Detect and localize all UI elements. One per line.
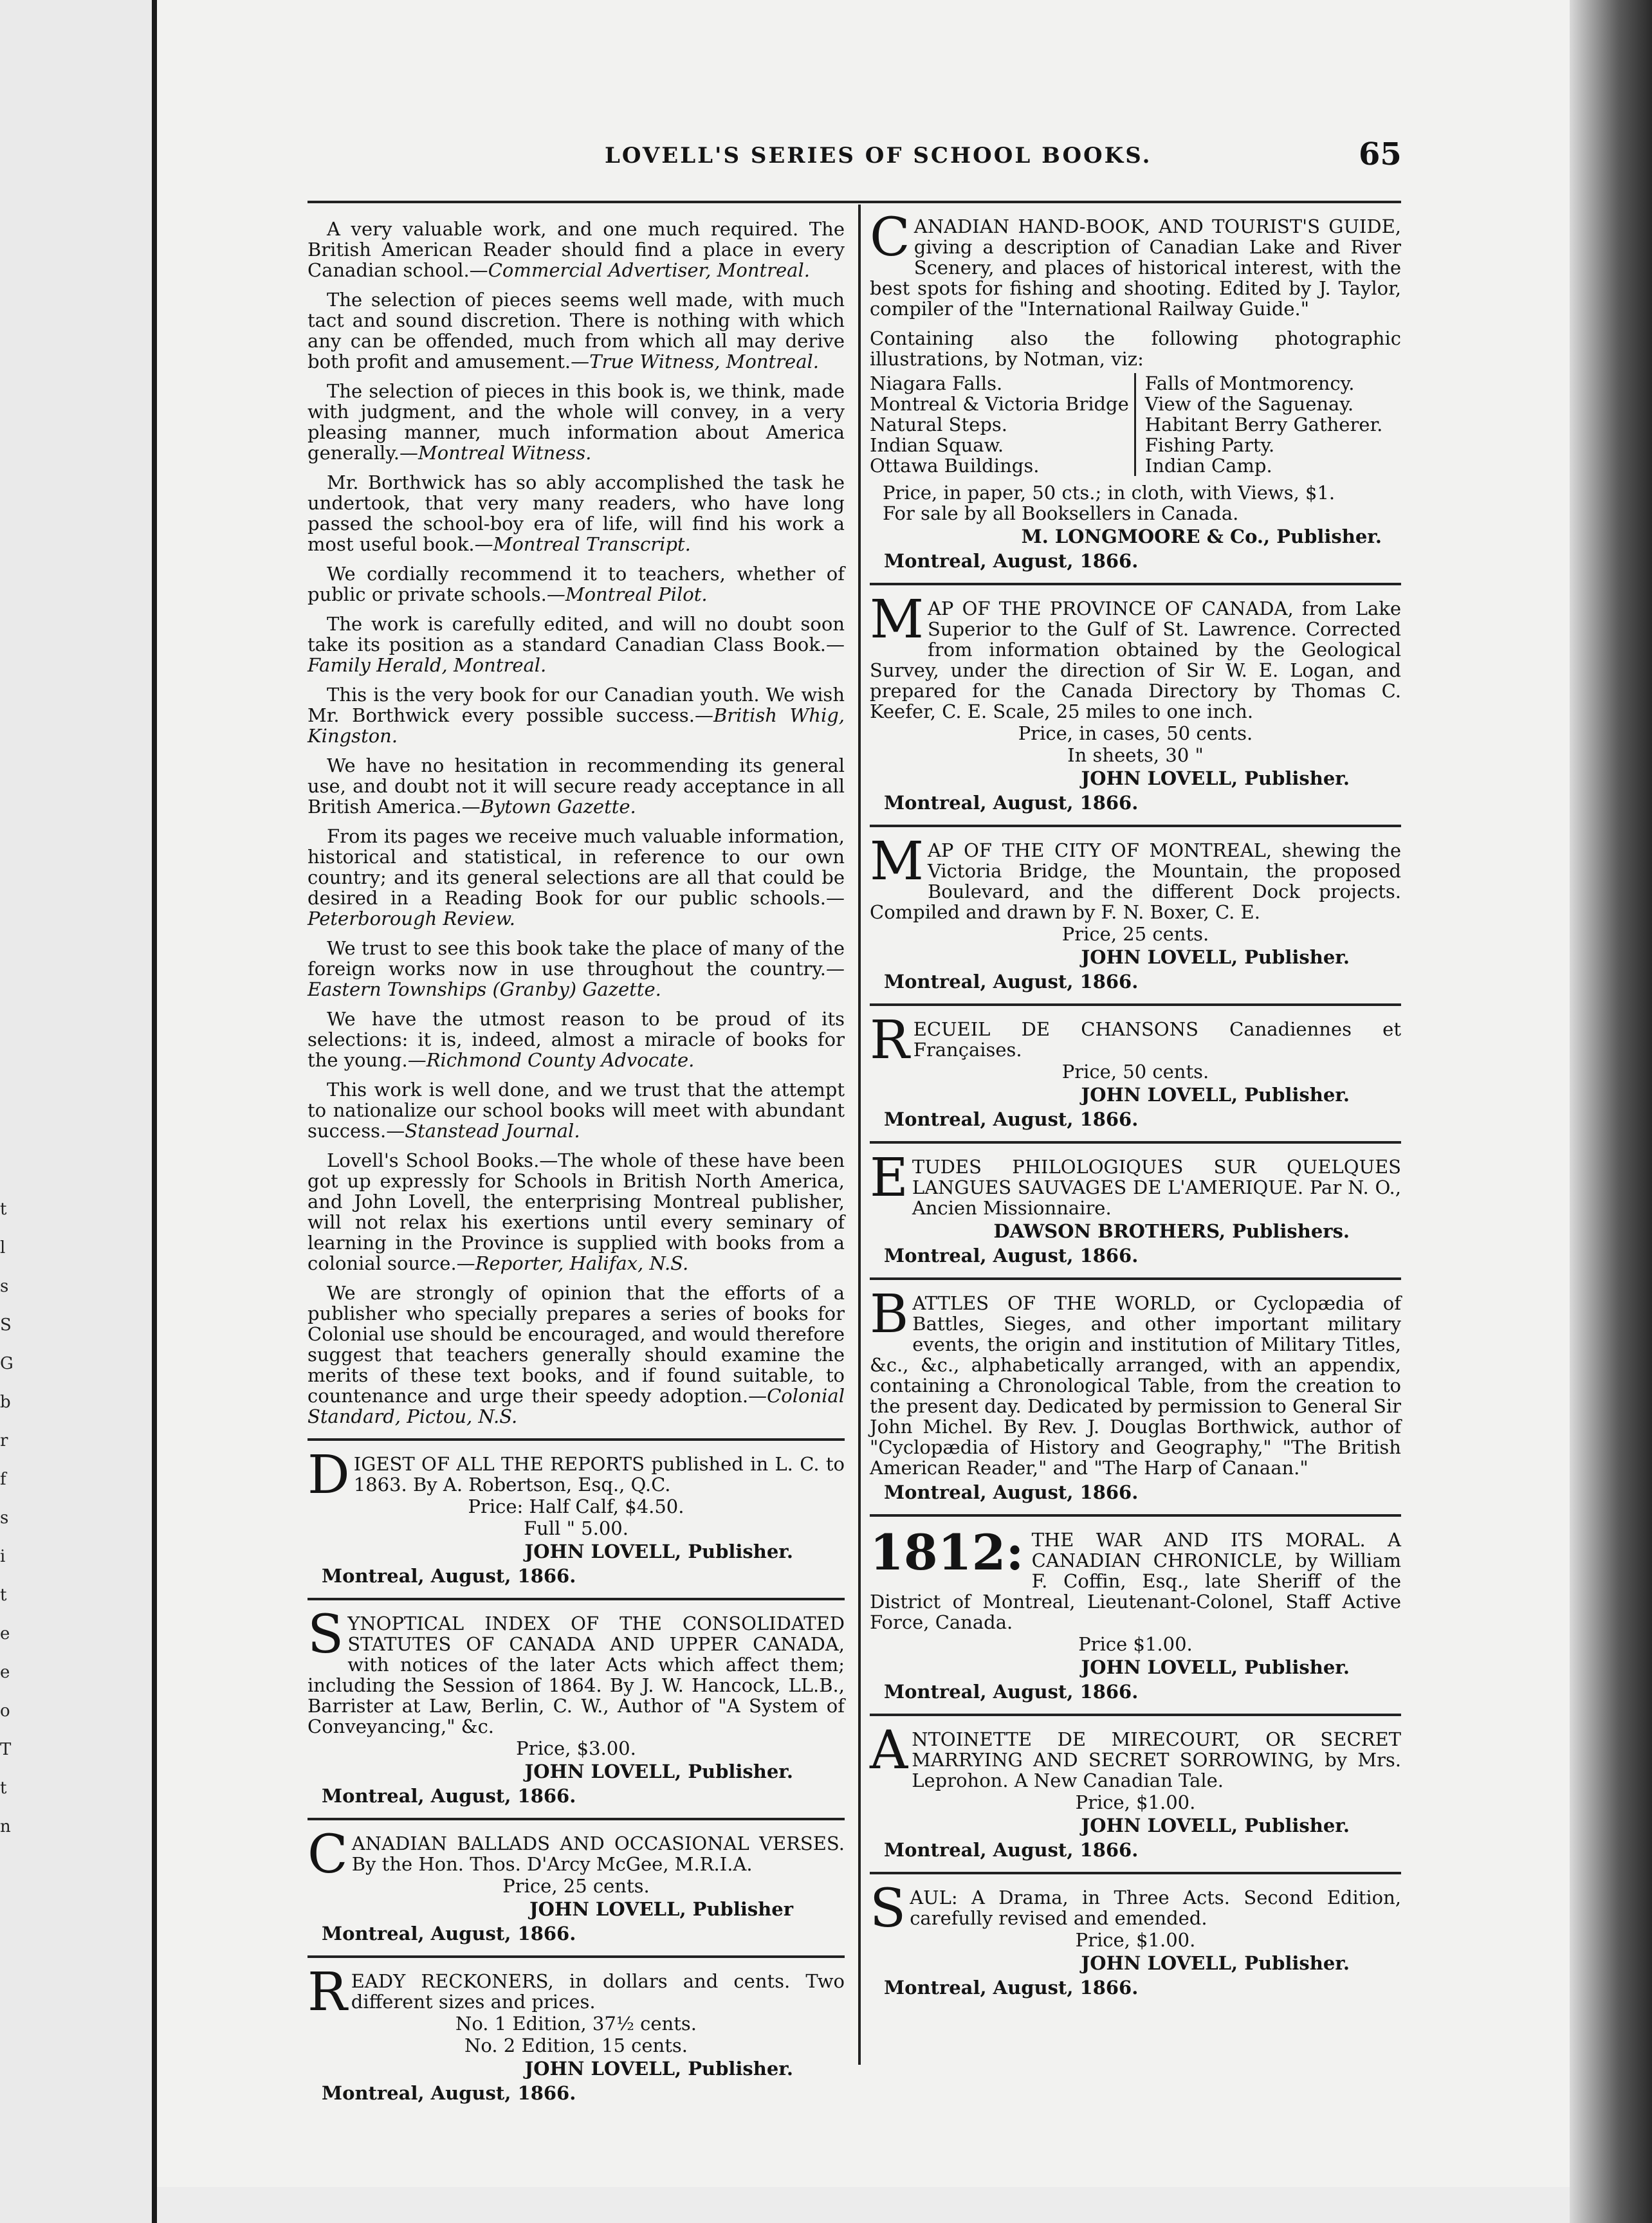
review-source: Bytown Gazette. — [480, 796, 636, 818]
photo-item: Habitant Berry Gatherer. — [1144, 414, 1383, 435]
publisher-name: JOHN LOVELL, Publisher. — [524, 1541, 793, 1562]
review-paragraph — [307, 563, 845, 605]
review-text: The selection of pieces seems well made, with much tact and sound discretion. There is nothing with which any can be offended, much from which all may derive both profit and amusement.— — [307, 289, 845, 372]
ad-date: Montreal, August, 1866. — [884, 1977, 1139, 1999]
ad-price: No. 2 Edition, 15 cents. — [464, 2035, 688, 2056]
running-header: LOVELL'S SERIES OF SCHOOL BOOKS. — [605, 143, 1152, 169]
ad-price: Price: Half Calf, $4.50. — [468, 1496, 684, 1517]
section-rule — [870, 825, 1401, 827]
ad-title-text: ATTLES OF THE WORLD, or Cyclopædia of Battles, Sieges, and other important military events, the origin and institution of Military Titles, &c., &c., alphabetically arranged, with an appendix, containing a Chronological Table, from the creation to the present day. Dedicated by permission to General Sir John Michel. By Rev. J. Douglas Borthwick, author of "Cyclopædia of History and Geography," "The British American Reader," and "The Harp of Canaan." — [870, 1292, 1401, 1479]
review-text: The work is carefully edited, and will no doubt soon take its position as a standard Canadian Class Book.— — [307, 613, 845, 655]
section-rule — [307, 1955, 845, 1958]
review-text: This is the very book for our Canadian youth. We wish Mr. Borthwick every possible success.— — [307, 684, 845, 726]
ad-publisher — [870, 1815, 1350, 1836]
review-source: —Eastern Townships (Granby) Gazette. — [307, 958, 845, 1000]
photo-item: View of the Saguenay. — [1144, 393, 1354, 415]
ad-title-text: NTOINETTE DE MIRECOURT, OR SECRET MARRYING AND SECRET SORROWING, by Mrs. Leprohon. A New Canadian Tale. — [912, 1728, 1401, 1791]
drop-cap: B — [870, 1284, 909, 1345]
book-ad — [307, 1445, 845, 1587]
ad-date: Montreal, August, 1866. — [322, 1785, 576, 1807]
review-source: Montreal Pilot. — [565, 583, 708, 605]
review-source: Reporter, Halifax, N.S. — [475, 1252, 689, 1274]
review-text: This work is well done, and we trust that the attempt to nationalize our school books will meet with abundant success.— — [307, 1079, 845, 1142]
book-ad — [870, 1284, 1401, 1503]
drop-cap: C — [870, 207, 910, 268]
review-source: Montreal Witness. — [418, 442, 592, 464]
review-text: Lovell's School Books.—The whole of these have been got up expressly for Schools in British North America, and John Lovell, the enterprising Montreal publisher, will not relax his exertions until every seminary of learning in the Province is supplied with books from a colonial source.— — [307, 1149, 845, 1274]
ad-title-text: IGEST OF ALL THE REPORTS published in L. C. to 1863. By A. Robertson, Esq., Q.C. — [353, 1453, 845, 1496]
publisher-name: JOHN LOVELL, Publisher. — [524, 2058, 793, 2080]
review-source: Commercial Advertiser, Montreal. — [488, 259, 810, 281]
left-ads-section — [307, 1445, 845, 2104]
section-rule — [870, 583, 1401, 585]
ad-price: Price $1.00. — [1078, 1633, 1193, 1655]
ad-title-text: AP OF THE PROVINCE OF CANADA, from Lake Superior to the Gulf of St. Lawrence. Corrected from information obtained by the Geological Survey, under the direction of Sir W. E. Logan, and prepared for the Canada Directory by Thomas C. Keefer, C. E. Scale, 25 miles to one inch. — [870, 598, 1401, 722]
ad-date: Montreal, August, 1866. — [322, 2082, 576, 2104]
ad-date: Montreal, August, 1866. — [884, 550, 1139, 572]
page-number: 65 — [1359, 136, 1402, 172]
right-ads-tail-section — [870, 1720, 1401, 1999]
publisher-name: JOHN LOVELL, Publisher. — [1081, 1815, 1350, 1836]
review-text: We cordially recommend it to teachers, whether of public or private schools.— — [307, 563, 845, 605]
ad-title — [870, 1720, 1401, 1791]
ad-price: Price, $1.00. — [1075, 1791, 1196, 1813]
photo-item: Indian Squaw. — [870, 434, 1004, 456]
ad-date: Montreal, August, 1866. — [884, 1481, 1139, 1503]
ad-price: Full " 5.00. — [524, 1517, 629, 1539]
ad-date: Montreal, August, 1866. — [322, 1923, 576, 1944]
section-rule — [870, 1514, 1401, 1517]
column-divider — [858, 205, 861, 2065]
review-source: British Whig, Kingston. — [307, 704, 845, 747]
handbook-ad — [870, 207, 1401, 572]
ad-publisher — [307, 2058, 793, 2079]
left-column — [307, 219, 845, 2106]
review-paragraph — [307, 826, 845, 929]
review-paragraph — [307, 938, 845, 1000]
book-ad — [307, 1824, 845, 1944]
photo-list-col-1 — [870, 373, 1136, 476]
section-rule — [307, 1438, 845, 1441]
adjacent-page-text: tlsSGbrfsiteeoTtn — [0, 1200, 14, 1836]
ad-title-text: AP OF THE CITY OF MONTREAL, shewing the Victoria Bridge, the Mountain, the proposed Boulevard, and the different Dock projects. Compiled and drawn by F. N. Boxer, C. E. — [870, 839, 1401, 923]
review-text: We are strongly of opinion that the efforts of a publisher who specially prepares a series of books for Colonial use should be encouraged, and would therefore suggest that teachers generally should examine the merits of these text books, and if found suitable, to countenance and urge their speedy adoption.— — [307, 1282, 845, 1407]
publisher-name: JOHN LOVELL, Publisher. — [1081, 1084, 1350, 1106]
ad-title — [870, 1284, 1401, 1479]
review-source: True Witness, Montreal. — [589, 351, 819, 372]
drop-cap: M — [870, 831, 924, 892]
war-ad — [870, 1524, 1401, 1703]
ad-title — [307, 1962, 845, 2023]
handbook-price: Price, in paper, 50 cts.; in cloth, with Views, $1. — [883, 482, 1335, 504]
drop-cap: M — [870, 589, 924, 650]
ad-publisher — [307, 1761, 793, 1782]
ad-title-text: ECUEIL DE CHANSONS Canadiennes et Françaises. — [913, 1018, 1401, 1061]
ad-date: Montreal, August, 1866. — [884, 1681, 1139, 1703]
ad-publisher — [870, 1084, 1350, 1105]
year-heading: 1812: — [870, 1524, 1024, 1581]
review-paragraph — [307, 1079, 845, 1141]
book-ad — [870, 1878, 1401, 1999]
review-source: Richmond County Advocate. — [426, 1049, 695, 1071]
photo-item: Fishing Party. — [1144, 434, 1275, 456]
ad-title-text: AUL: A Drama, in Three Acts. Second Edition, carefully revised and emended. — [910, 1887, 1401, 1929]
review-paragraph — [307, 219, 845, 280]
ad-date: Montreal, August, 1866. — [884, 1108, 1139, 1130]
drop-cap: E — [870, 1148, 908, 1209]
review-text: The selection of pieces in this book is, we think, made with judgment, and the whole will convey, in a very pleasing manner, much information about America generally.— — [307, 380, 845, 464]
review-text: Mr. Borthwick has so ably accomplished the task he undertook, that very many readers, who have long passed the school-boy era of life, will find his work a most useful book.— — [307, 471, 845, 555]
header-rule — [307, 201, 1401, 203]
ad-price: Price, $3.00. — [516, 1737, 636, 1759]
section-rule — [870, 1872, 1401, 1874]
ad-date: Montreal, August, 1866. — [884, 1245, 1139, 1267]
ad-title-text: ANADIAN HAND-BOOK, AND TOURIST'S GUIDE, giving a description of Canadian Lake and River Scenery, and places of historical interest, with the best spots for fishing and shooting. Edited by J. Taylor, compiler of the "International Railway Guide." — [870, 215, 1401, 320]
photo-item: Montreal & Victoria Bridge — [870, 393, 1129, 415]
ad-title — [870, 831, 1401, 923]
book-ad — [870, 1720, 1401, 1861]
photo-item: Ottawa Buildings. — [870, 455, 1040, 477]
book-ad — [870, 1148, 1401, 1267]
photo-item: Falls of Montmorency. — [1144, 372, 1355, 394]
right-ads-section — [870, 589, 1401, 1517]
ad-price: Price, 25 cents. — [502, 1875, 650, 1897]
ad-title — [307, 1445, 845, 1506]
section-rule — [307, 1818, 845, 1820]
publisher-name: JOHN LOVELL, Publisher — [529, 1898, 793, 1920]
ad-publisher: JOHN LOVELL, Publisher. — [1081, 1656, 1350, 1678]
review-paragraph — [307, 684, 845, 746]
publisher-name: JOHN LOVELL, Publisher. — [524, 1761, 793, 1782]
ad-price: Price, 25 cents. — [1061, 923, 1209, 945]
ad-price: In sheets, 30 " — [1067, 744, 1204, 766]
review-source: Colonial Standard, Pictou, N.S. — [307, 1385, 845, 1427]
book-ad — [307, 1962, 845, 2104]
section-rule — [307, 1598, 845, 1600]
review-text: We have the utmost reason to be proud of its selections: it is, indeed, almost a miracle of books for the young.— — [307, 1008, 845, 1071]
review-paragraph — [307, 472, 845, 554]
publisher-name: JOHN LOVELL, Publisher. — [1081, 1952, 1350, 1974]
photos-intro: Containing also the following photographic illustrations, by Notman, viz: — [870, 327, 1401, 370]
photo-item: Indian Camp. — [1144, 455, 1272, 477]
ad-price: Price, 50 cents. — [1061, 1061, 1209, 1083]
ad-title — [870, 1010, 1401, 1071]
ad-price: Price, in cases, 50 cents. — [1018, 722, 1253, 744]
drop-cap: A — [870, 1720, 908, 1781]
review-source: Stanstead Journal. — [405, 1120, 580, 1142]
review-paragraph — [307, 1150, 845, 1274]
drop-cap: R — [307, 1962, 347, 2023]
review-text: From its pages we receive much valuable information, historical and statistical, in reference to our own country; and its general selections are all that could be desired in a Reading Book for our public schools.— — [307, 825, 845, 909]
book-ad — [870, 589, 1401, 814]
book-ad — [307, 1604, 845, 1807]
section-rule — [870, 1003, 1401, 1006]
ad-title — [307, 1604, 845, 1737]
ad-publisher — [307, 1541, 793, 1562]
binding-edge — [152, 0, 157, 2223]
ad-publisher — [870, 947, 1350, 967]
review-paragraph — [307, 614, 845, 675]
ad-price: No. 1 Edition, 37½ cents. — [455, 2013, 697, 2035]
ad-title — [870, 1878, 1401, 1939]
ad-date: Montreal, August, 1866. — [884, 1839, 1139, 1861]
ad-publisher — [870, 1221, 1350, 1241]
ad-title-text: THE WAR AND ITS MORAL. A CANADIAN CHRONICLE, by William F. Coffin, Esq., late Sheriff of the District of Montreal, Lieutenant-Colonel, Staff Active Force, Canada. — [870, 1529, 1401, 1633]
adjacent-page-gutter — [0, 0, 157, 2223]
ad-title — [307, 1824, 845, 1885]
review-source: Family Herald, Montreal. — [307, 654, 547, 676]
handbook-sale-note: For sale by all Booksellers in Canada. — [883, 502, 1239, 524]
ad-title — [870, 589, 1401, 722]
review-paragraph — [307, 1009, 845, 1070]
photo-item: Natural Steps. — [870, 414, 1007, 435]
photo-list — [870, 373, 1401, 476]
section-rule — [870, 1714, 1401, 1716]
ad-title-text: ANADIAN BALLADS AND OCCASIONAL VERSES. By the Hon. Thos. D'Arcy McGee, M.R.I.A. — [351, 1833, 845, 1875]
photo-item: Niagara Falls. — [870, 372, 1003, 394]
publisher-name: JOHN LOVELL, Publisher. — [1081, 946, 1350, 968]
ad-title-text: EADY RECKONERS, in dollars and cents. Two different sizes and prices. — [351, 1970, 845, 2013]
reviews-section — [307, 219, 845, 1427]
ad-date: Montreal, August, 1866. — [884, 971, 1139, 993]
drop-cap: R — [870, 1010, 910, 1071]
ad-title — [870, 1148, 1401, 1219]
ad-publisher — [870, 1953, 1350, 1973]
review-source: Peterborough Review. — [307, 908, 515, 929]
section-rule — [870, 1141, 1401, 1144]
book-ad — [870, 1010, 1401, 1130]
review-paragraph — [307, 755, 845, 817]
drop-cap: D — [307, 1445, 350, 1506]
ad-publisher: M. LONGMOORE & Co., Publisher. — [1021, 526, 1382, 547]
ad-price: Price, $1.00. — [1075, 1929, 1196, 1951]
publisher-name: JOHN LOVELL, Publisher. — [1081, 767, 1350, 789]
review-paragraph — [307, 381, 845, 463]
section-rule — [870, 1277, 1401, 1280]
page-edge-shadow — [1570, 0, 1652, 2223]
ad-title-text: TUDES PHILOLOGIQUES SUR QUELQUES LANGUES SAUVAGES DE L'AMERIQUE. Par N. O., Ancien Missionnaire. — [912, 1156, 1401, 1219]
ad-date: Montreal, August, 1866. — [884, 792, 1139, 814]
review-paragraph — [307, 1283, 845, 1427]
ad-title-text: YNOPTICAL INDEX OF THE CONSOLIDATED STATUTES OF CANADA AND UPPER CANADA, with notices of the later Acts which affect them; including the Session of 1864. By J. W. Hancock, LL.B., Barrister at Law, Berlin, C. W., Author of "A System of Conveyancing," &c. — [307, 1613, 845, 1737]
review-paragraph — [307, 289, 845, 372]
review-text: We have no hesitation in recommending its general use, and doubt not it will secure ready acceptance in all British America.— — [307, 755, 845, 818]
book-ad — [870, 831, 1401, 993]
ad-date: Montreal, August, 1866. — [322, 1565, 576, 1587]
review-text: A very valuable work, and one much required. The British American Reader should find a place in every Canadian school.— — [307, 218, 845, 281]
drop-cap: C — [307, 1824, 348, 1885]
photo-list-col-2 — [1136, 373, 1401, 476]
ad-publisher — [870, 768, 1350, 789]
right-column — [870, 207, 1401, 2000]
publisher-name: DAWSON BROTHERS, Publishers. — [993, 1220, 1350, 1242]
drop-cap: S — [307, 1604, 344, 1665]
ad-publisher — [307, 1899, 793, 1919]
review-text: We trust to see this book take the place of many of the foreign works now in use throughout the country. — [307, 937, 845, 980]
drop-cap: S — [870, 1878, 906, 1939]
review-source: Montreal Transcript. — [493, 533, 691, 555]
